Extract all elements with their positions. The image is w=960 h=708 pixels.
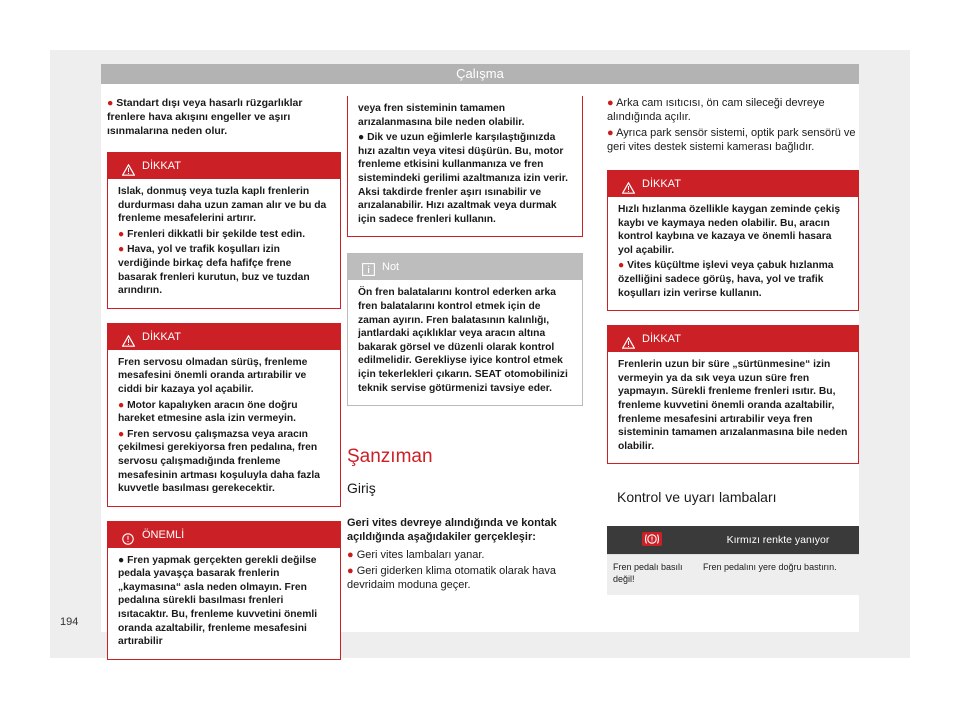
warning-box-body: Islak, donmuş veya tuzla kaplı frenlerin durdurması daha uzun zaman alır ve bu da frenleme mesafelerini artırır. ● Frenleri dikkatli bir şekilde test edin. ● Hava, yol ve trafik koşulları izin verdiğinde birkaç defa hafifçe frene basarak frenleri kurutun, buz ve tuzdan arındırın. xyxy=(118,186,327,297)
bullet-icon: ● xyxy=(347,549,357,562)
lamp-symbol-cell xyxy=(607,526,697,555)
bullet-icon: ● xyxy=(607,97,617,109)
note-box-body: Ön fren balatalarını kontrol ederken arka fren balatalarını kontrol etmek için de zaman ayırın. Fren balatasının kalınlığı, jantlardaki açıklıklar veya aracın altına bakarak görsel ve düzenli olarak kontrol edilmelidir. Gerekliyse iyice kontrol etmek için tekerlekleri çıkarın. SEAT otomobilinizi teknik servise götürmenizi tavsiye eder. xyxy=(358,287,568,394)
note-box xyxy=(347,253,583,406)
important-box xyxy=(107,521,341,660)
column-3 xyxy=(607,84,859,595)
brake-warning-icon xyxy=(642,532,662,546)
bullet-icon: ● xyxy=(118,399,128,411)
warning-box-header: DİKKAT xyxy=(108,324,340,350)
warning-triangle-icon xyxy=(622,178,635,204)
section-title: Şanzıman xyxy=(347,446,433,468)
table-header: Kırmızı renkte yanıyor xyxy=(697,526,859,555)
warning-box xyxy=(607,325,859,464)
bullet-icon: ● xyxy=(118,244,128,256)
info-circle-icon xyxy=(122,529,134,555)
warning-box xyxy=(107,152,341,309)
warning-box xyxy=(107,323,341,507)
warning-box-continued xyxy=(347,96,583,237)
warning-lamps-table xyxy=(607,526,859,595)
section-subtitle: Giriş xyxy=(347,480,376,497)
bullet-icon: ● xyxy=(618,260,628,272)
note-box-header: Not xyxy=(348,254,582,280)
section-intro: Geri vites devreye alındığında ve kontak açıldığında aşağıdakiler gerçekleşir: xyxy=(347,517,557,544)
list-item: ● Geri giderken klima otomatik olarak hava devridaim moduna geçer. xyxy=(347,565,557,592)
column-1 xyxy=(107,84,341,660)
warning-box-body: Frenlerin uzun bir süre „sürtünmesine“ izin vermeyin ya da sık veya uzun süre fren yapmayın. Sürekli frenleme frenleri ısıtır. Bu, frenleme kuvvetini önemli oranda azaltabilir, frenleme mesafesini artırabilir veya fren sisteminin tamamen arızalanmasına bile neden olabilir. xyxy=(618,359,848,452)
intro-paragraph: ● Standart dışı veya hasarlı rüzgarlıklar frenlere hava akışını engeller ve aşırı ısınmalarına neden olur. xyxy=(107,97,303,137)
bullet-icon: ● xyxy=(118,428,128,440)
warning-box-body: veya fren sisteminin tamamen arızalanmasına bile neden olabilir. ● Dik ve uzun eğimlerle karşılaştığınızda hızı azaltın veya vitesi düşürün. Bu, motor frenleme etkisini kullanmanıza ve fren sistemindeki gerilimi azaltmanıza izin verir. Aksi takdirde frenler aşırı ısınabilir ve arızalanabilir. Hızı azaltmak veya durmak için sadece frenleri kullanın. xyxy=(358,103,569,225)
important-box-header: ÖNEMLİ xyxy=(108,522,340,548)
table-cell: Fren pedalı basılı değil! xyxy=(607,555,697,596)
warning-triangle-icon xyxy=(122,331,135,357)
note-info-icon xyxy=(362,260,375,286)
warning-triangle-icon xyxy=(122,160,135,186)
bullet-icon: ● xyxy=(107,97,117,109)
bullet-icon: ● xyxy=(347,565,357,578)
table-header-row xyxy=(607,526,859,555)
warning-triangle-icon xyxy=(622,333,635,359)
table-cell: Fren pedalını yere doğru bastırın. xyxy=(697,555,859,596)
warning-box xyxy=(607,170,859,311)
warning-box-header: DİKKAT xyxy=(608,326,858,352)
page-header: Çalışma xyxy=(101,64,859,84)
bullet-icon: ● xyxy=(118,228,128,240)
bullet-icon: ● xyxy=(118,554,128,566)
page-content xyxy=(101,84,859,648)
warning-box-body: Fren servosu olmadan sürüş, frenleme mesafesini önemli oranda artırabilir ve ciddi bir kazaya yol açabilir. ● Motor kapalıyken aracın öne doğru hareket etmesine asla izin vermeyin. ● Fren servosu çalışmazsa veya aracın çekilmesi gerekiyorsa fren pedalına, fren servosu çalışmadığında frenleme mesafesinin artması koşuluyla daha fazla kuvvetle basılması gerekecektir. xyxy=(118,356,321,495)
page-number: 194 xyxy=(60,616,79,628)
list-item: ● Ayrıca park sensör sistemi, optik park sensörü ve geri vites destek sistemi kamerası bağlıdır. xyxy=(607,127,856,153)
warning-box-header: DİKKAT xyxy=(108,153,340,179)
warning-box-header: DİKKAT xyxy=(608,171,858,197)
column-2 xyxy=(347,84,583,592)
bullet-icon: ● xyxy=(358,132,368,144)
list-item: ● Arka cam ısıtıcısı, ön cam sileceği devreye alındığında açılır. xyxy=(607,97,825,123)
list-item: ● Geri vites lambaları yanar. xyxy=(347,549,485,562)
important-box-body: ● Fren yapmak gerçekten gerekli değilse pedala yavaşça basarak frenlerin „kaymasına“ asla neden olmayın. Fren pedalına sürekli basılması frenleri ısıtacaktır. Bu, frenleme kuvvetini önemli oranda azaltabilir, frenleme mesafesini artırabilir xyxy=(118,554,318,648)
table-row xyxy=(607,555,859,596)
warning-box-body: Hızlı hızlanma özellikle kaygan zeminde çekiş kaybı ve kaymaya neden olabilir. Bu, aracın kontrol kaybına ve kazaya ve önemli hasara yol açabilir. ● Vites küçültme işlevi veya çabuk hızlanma özelliğini sadece görüş, hava, yol ve trafik koşulları izin verirse kullanın. xyxy=(618,204,841,299)
bullet-icon: ● xyxy=(607,127,617,139)
lamps-subtitle: Kontrol ve uyarı lambaları xyxy=(617,489,777,506)
